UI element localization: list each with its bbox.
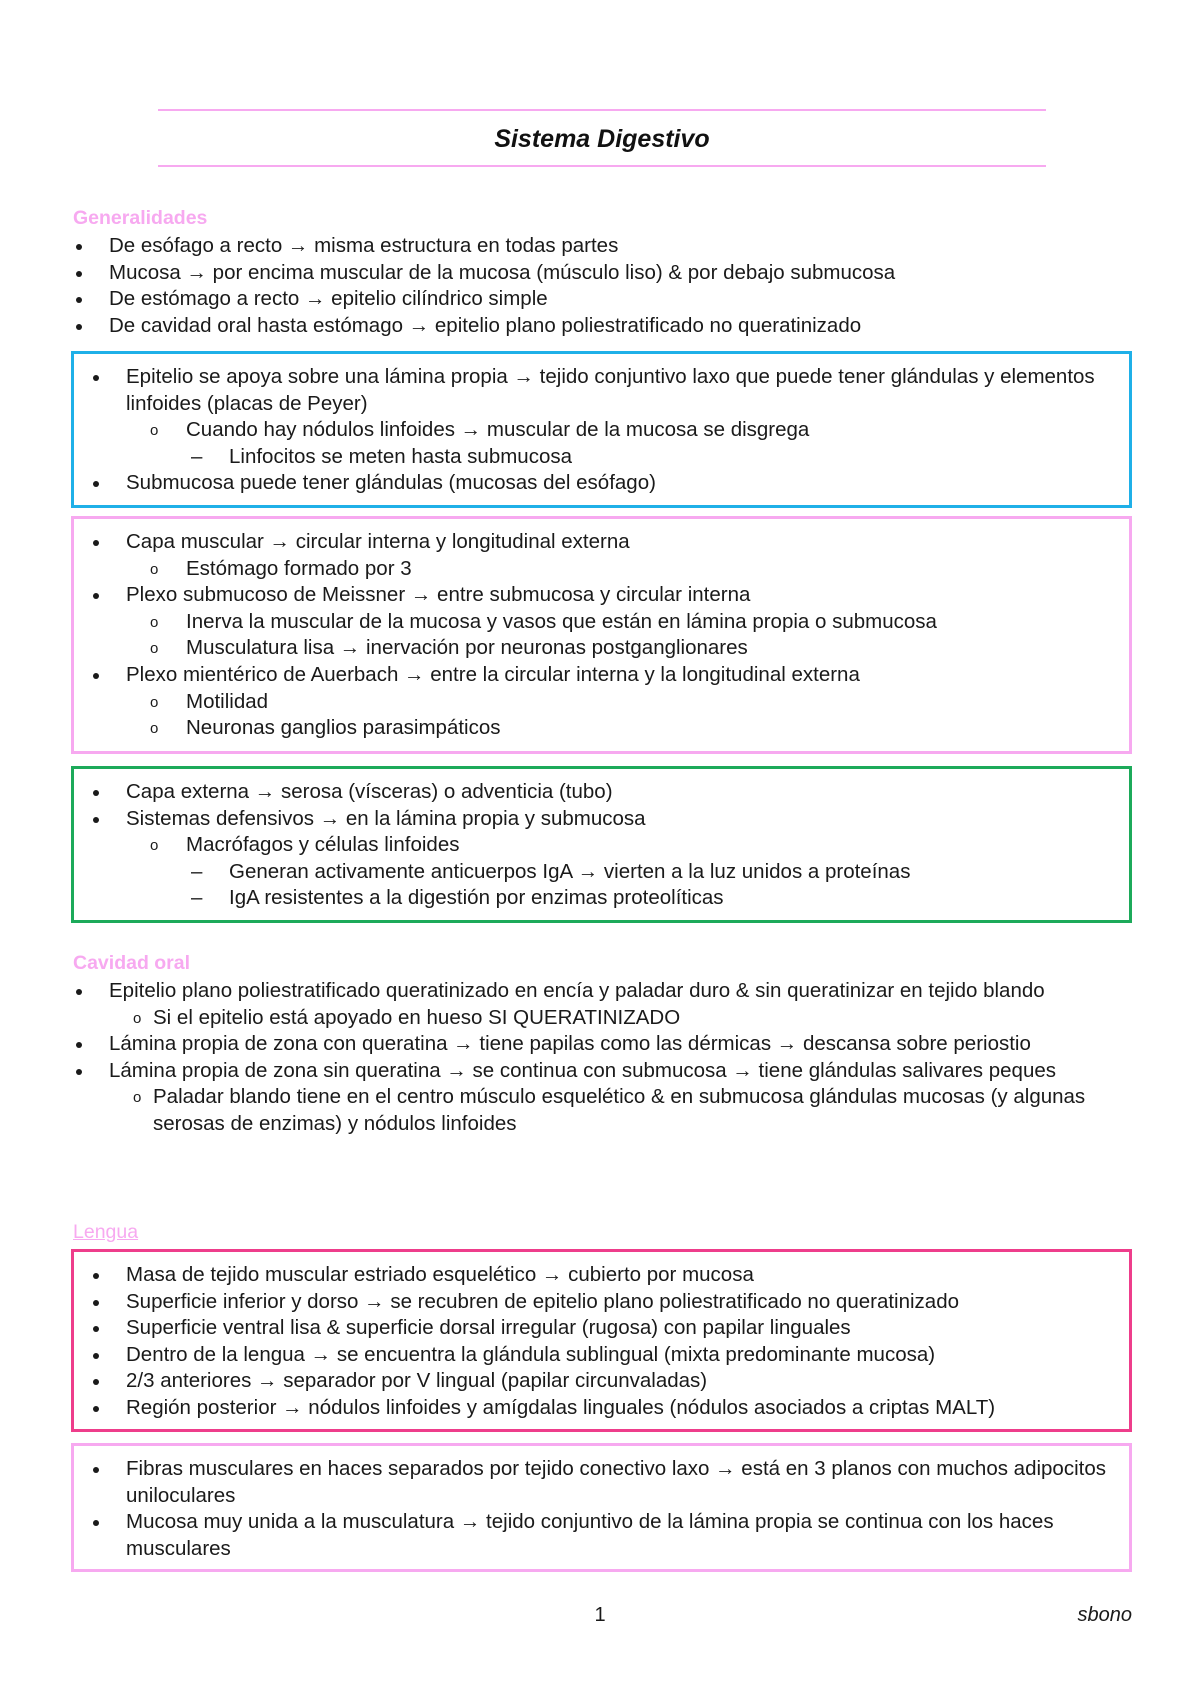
list-item: Región posterior → nódulos linfoides y amígdalas linguales (nódulos asociados a criptas MALT) <box>90 1395 1110 1422</box>
list-item: Plexo mientérico de Auerbach → entre la circular interna y la longitudinal externa <box>90 662 1110 689</box>
list-item: Lámina propia de zona sin queratina → se continua con submucosa → tiene glándulas salivares peques <box>73 1058 1133 1085</box>
page-number: 1 <box>594 1604 606 1626</box>
title-bottom-rule <box>158 165 1046 167</box>
cavidad-oral-list <box>73 978 1133 1138</box>
list-subitem: o Neuronas ganglios parasimpáticos <box>90 715 1110 742</box>
box5-list <box>90 1456 1110 1562</box>
list-subitem: o Cuando hay nódulos linfoides → muscular de la mucosa se disgrega <box>90 417 1110 444</box>
list-item: Submucosa puede tener glándulas (mucosas del esófago) <box>90 470 1110 497</box>
list-item: De cavidad oral hasta estómago → epitelio plano poliestratificado no queratinizado <box>73 313 1133 340</box>
author-signature: sbono <box>1077 1604 1132 1626</box>
list-subitem: o Paladar blando tiene en el centro músculo esquelético & en submucosa glándulas mucosas (y algunas serosas de enzimas) y nódulos linfoides <box>73 1084 1133 1137</box>
list-item: 2/3 anteriores → separador por V lingual (papilar circunvaladas) <box>90 1368 1110 1395</box>
list-item: Capa externa → serosa (vísceras) o adventicia (tubo) <box>90 779 1110 806</box>
list-subsubitem: – Generan activamente anticuerpos IgA → vierten a la luz unidos a proteínas <box>90 859 1110 886</box>
list-subsubitem: – Linfocitos se meten hasta submucosa <box>90 444 1110 471</box>
list-item: De estómago a recto → epitelio cilíndrico simple <box>73 286 1133 313</box>
box-lengua-estructura <box>71 1249 1132 1432</box>
box1-list <box>90 364 1110 497</box>
list-subitem: o Macrófagos y células linfoides <box>90 832 1110 859</box>
list-item: Fibras musculares en haces separados por tejido conectivo laxo → está en 3 planos con muchos adipocitos uniloculares <box>90 1456 1110 1509</box>
list-item: Dentro de la lengua → se encuentra la glándula sublingual (mixta predominante mucosa) <box>90 1342 1110 1369</box>
box-capa-externa <box>71 766 1132 923</box>
list-item: Epitelio plano poliestratificado queratinizado en encía y paladar duro & sin queratinizar en tejido blando <box>73 978 1133 1005</box>
title-top-rule <box>158 109 1046 111</box>
heading-generalidades: Generalidades <box>73 207 208 229</box>
list-subitem: o Inerva la muscular de la mucosa y vasos que están en lámina propia o submucosa <box>90 609 1110 636</box>
list-subitem: o Motilidad <box>90 689 1110 716</box>
list-item: Epitelio se apoya sobre una lámina propia → tejido conjuntivo laxo que puede tener glándulas y elementos linfoides (placas de Peyer) <box>90 364 1110 417</box>
list-item: Mucosa → por encima muscular de la mucosa (músculo liso) & por debajo submucosa <box>73 260 1133 287</box>
list-item: Sistemas defensivos → en la lámina propia y submucosa <box>90 806 1110 833</box>
list-item: Mucosa muy unida a la musculatura → tejido conjuntivo de la lámina propia se continua con los haces musculares <box>90 1509 1110 1562</box>
box-capa-muscular <box>71 516 1132 754</box>
list-item: De esófago a recto → misma estructura en todas partes <box>73 233 1133 260</box>
heading-cavidad-oral: Cavidad oral <box>73 952 191 974</box>
box2-list <box>90 529 1110 742</box>
heading-lengua[interactable]: Lengua <box>73 1221 139 1243</box>
box-lengua-fibras <box>71 1443 1132 1572</box>
list-subsubitem: – IgA resistentes a la digestión por enzimas proteolíticas <box>90 885 1110 912</box>
list-item: Superficie ventral lisa & superficie dorsal irregular (rugosa) con papilar linguales <box>90 1315 1110 1342</box>
list-subitem: o Si el epitelio está apoyado en hueso SI QUERATINIZADO <box>73 1005 1133 1032</box>
list-item: Capa muscular → circular interna y longitudinal externa <box>90 529 1110 556</box>
page-title: Sistema Digestivo <box>494 125 710 153</box>
box4-list <box>90 1262 1110 1422</box>
list-item: Lámina propia de zona con queratina → tiene papilas como las dérmicas → descansa sobre periostio <box>73 1031 1133 1058</box>
box3-list <box>90 779 1110 912</box>
list-item: Masa de tejido muscular estriado esquelético → cubierto por mucosa <box>90 1262 1110 1289</box>
list-subitem: o Musculatura lisa → inervación por neuronas postganglionares <box>90 635 1110 662</box>
generalidades-list <box>73 233 1133 339</box>
list-subitem: o Estómago formado por 3 <box>90 556 1110 583</box>
list-item: Superficie inferior y dorso → se recubren de epitelio plano poliestratificado no queratinizado <box>90 1289 1110 1316</box>
box-lamina-propia <box>71 351 1132 508</box>
list-item: Plexo submucoso de Meissner → entre submucosa y circular interna <box>90 582 1110 609</box>
